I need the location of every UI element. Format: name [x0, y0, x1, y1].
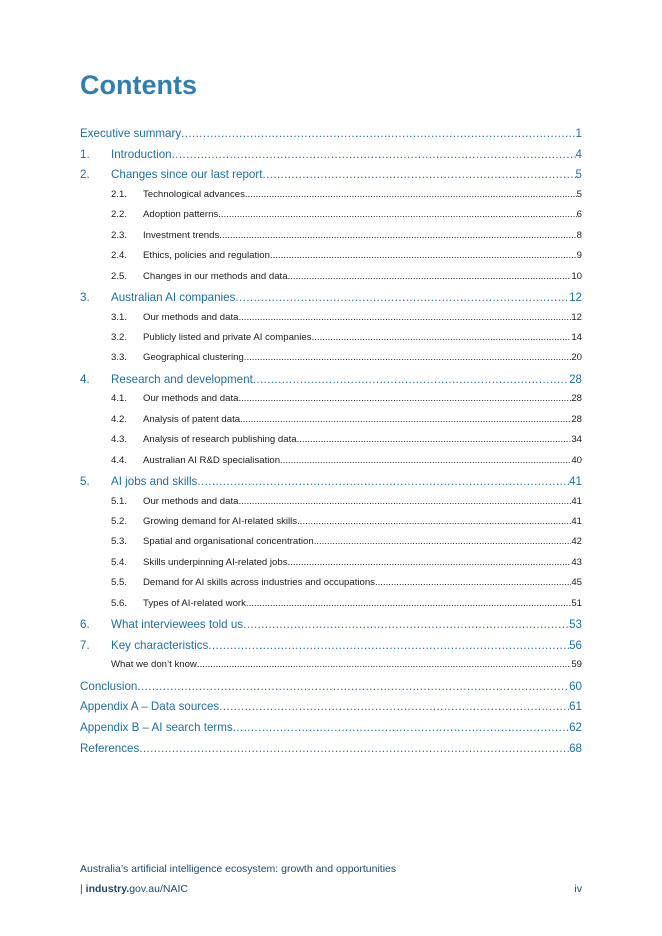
toc-entry-number: 5.3.: [111, 536, 128, 548]
dot-leader: [253, 373, 569, 386]
footer-url-domain: industry.: [85, 883, 130, 895]
toc-entry-label: Changes since our last report: [111, 168, 263, 182]
toc-entry-page: 40: [571, 454, 582, 466]
toc-entry-number: 3.3.: [111, 352, 128, 364]
toc-entry[interactable]: [80, 721, 582, 742]
dot-leader: [208, 639, 569, 652]
toc-entry-number: 4.4.: [111, 454, 128, 466]
toc-entry-label: Appendix A – Data sources: [80, 700, 220, 714]
footer-url[interactable]: [80, 883, 188, 895]
dot-leader: [197, 475, 569, 488]
toc-entry-page: 45: [571, 577, 582, 589]
dot-leader: [312, 332, 572, 343]
toc-entry[interactable]: [80, 577, 582, 597]
toc-entry-label: AI jobs and skills: [111, 474, 198, 488]
toc-entry[interactable]: [80, 516, 582, 536]
toc-entry-label: Growing demand for AI-related skills: [143, 516, 298, 528]
dot-leader: [172, 148, 576, 161]
dot-leader: [245, 189, 577, 200]
toc-entry-page: 5: [575, 168, 582, 182]
toc-entry-number: 5.1.: [111, 495, 128, 507]
toc-entry-page: 41: [571, 516, 582, 528]
toc-entry-number: 2.1.: [111, 188, 128, 200]
toc-entry-label: Analysis of research publishing data: [143, 434, 297, 446]
toc-entry-label: Skills underpinning AI-related jobs: [143, 556, 288, 568]
toc-entry-label: Demand for AI skills across industries and occupations: [143, 577, 375, 589]
toc-entry[interactable]: [80, 680, 582, 701]
dot-leader: [238, 393, 571, 404]
toc-entry-page: 20: [571, 352, 582, 364]
toc-entry-number: 4.2.: [111, 413, 128, 425]
toc-entry[interactable]: [80, 312, 582, 332]
toc-entry-label: Geographical clustering: [143, 352, 244, 364]
dot-leader: [262, 168, 575, 181]
toc-entry[interactable]: [80, 189, 582, 209]
toc-entry-page: 5: [576, 188, 582, 200]
toc-entry[interactable]: [80, 496, 582, 516]
toc-entry[interactable]: [80, 639, 582, 660]
toc-entry-label: Research and development: [111, 372, 253, 386]
toc-entry-label: Analysis of patent data: [143, 413, 241, 425]
toc-entry-page: 41: [571, 495, 582, 507]
toc-entry-page: 60: [569, 679, 582, 693]
toc-entry-page: 53: [569, 617, 582, 631]
toc-entry-label: Investment trends: [143, 229, 220, 241]
toc-entry-label: Spatial and organisational concentration: [143, 536, 314, 548]
toc-entry-page: 6: [576, 209, 582, 221]
toc-entry-page: 8: [576, 229, 582, 241]
toc-entry-page: 41: [569, 474, 582, 488]
toc-entry-number: 2.3.: [111, 229, 128, 241]
dot-leader: [297, 516, 571, 527]
toc-entry-label: Australian AI R&D specialisation: [143, 454, 281, 466]
toc-entry-page: 12: [571, 311, 582, 323]
toc-entry[interactable]: [80, 332, 582, 352]
dot-leader: [238, 496, 571, 507]
toc-entry-label: Ethics, policies and regulation: [143, 250, 270, 262]
toc-entry-number: 5.6.: [111, 597, 128, 609]
toc-entry-number: 4.: [80, 372, 90, 386]
dot-leader: [137, 680, 569, 693]
dot-leader: [280, 455, 571, 466]
toc-entry-page: 1: [575, 127, 582, 140]
toc-entry-page: 62: [569, 720, 582, 734]
toc-entry-page: 28: [569, 372, 582, 386]
dot-leader: [240, 414, 571, 425]
toc-entry-page: 42: [571, 536, 582, 548]
toc-entry-number: 2.2.: [111, 209, 128, 221]
dot-leader: [139, 742, 569, 755]
dot-leader: [197, 659, 571, 670]
toc-entry-label: Our methods and data: [143, 495, 239, 507]
toc-entry-page: 28: [571, 393, 582, 405]
dot-leader: [243, 618, 569, 631]
toc-entry-number: 5.4.: [111, 556, 128, 568]
toc-entry-label: Technological advances: [143, 188, 245, 200]
toc-entry-number: 2.4.: [111, 250, 128, 262]
footer-page-number: iv: [574, 883, 582, 895]
toc-entry-page: 28: [571, 413, 582, 425]
toc-entry[interactable]: [80, 352, 582, 372]
dot-leader: [288, 271, 572, 282]
toc-entry-page: 56: [569, 638, 582, 652]
toc-entry[interactable]: [80, 659, 582, 679]
toc-entry-label: Australian AI companies: [111, 290, 236, 304]
dot-leader: [181, 127, 575, 140]
toc-entry-number: 4.1.: [111, 393, 128, 405]
toc-entry-number: 7.: [80, 638, 90, 652]
dot-leader: [270, 250, 577, 261]
toc-entry-page: 61: [569, 700, 582, 714]
toc-entry[interactable]: [80, 209, 582, 229]
dot-leader: [218, 209, 576, 220]
footer-url-prefix: |: [80, 883, 86, 895]
toc-entry[interactable]: [80, 700, 582, 721]
toc-entry-number: 2.: [80, 168, 90, 182]
toc-entry-label: Conclusion: [80, 679, 138, 693]
dot-leader: [246, 598, 571, 609]
footer-url-path: gov.au/NAIC: [129, 883, 188, 895]
toc-entry-number: 5.5.: [111, 577, 128, 589]
dot-leader: [219, 230, 576, 241]
toc-entry[interactable]: [80, 250, 582, 270]
toc-entry-label: Key characteristics: [111, 638, 209, 652]
toc-entry-number: 3.: [80, 290, 90, 304]
toc-entry-page: 34: [571, 434, 582, 446]
toc-entry[interactable]: [80, 434, 582, 454]
toc-entry[interactable]: [80, 291, 582, 312]
toc-entry-number: 6.: [80, 617, 90, 631]
toc-entry-label: What interviewees told us: [111, 617, 244, 631]
toc-entry[interactable]: [80, 742, 582, 763]
toc-entry[interactable]: [80, 475, 582, 496]
dot-leader: [297, 434, 572, 445]
toc-entry[interactable]: [80, 393, 582, 413]
toc-entry-label: What we don’t know: [111, 659, 197, 671]
toc-entry-label: Executive summary: [80, 127, 182, 140]
toc-entry[interactable]: [80, 414, 582, 434]
toc-entry[interactable]: [80, 148, 582, 169]
toc-entry-page: 14: [571, 331, 582, 343]
toc-entry-label: References: [80, 741, 140, 755]
dot-leader: [244, 352, 572, 363]
toc-entry-label: Publicly listed and private AI companies: [143, 331, 312, 343]
toc-entry[interactable]: [80, 536, 582, 556]
toc-entry-label: Our methods and data: [143, 393, 239, 405]
toc-entry-page: 68: [569, 741, 582, 755]
toc-entry[interactable]: [80, 230, 582, 250]
toc-entry-page: 43: [571, 556, 582, 568]
toc-entry-page: 51: [571, 597, 582, 609]
toc-entry-number: 2.5.: [111, 270, 128, 282]
dot-leader: [314, 536, 572, 547]
toc-entry-label: Appendix B – AI search terms: [80, 720, 233, 734]
toc-entry-label: Changes in our methods and data: [143, 270, 288, 282]
toc-entry-label: Types of AI-related work: [143, 597, 246, 609]
footer-document-title: Australia’s artificial intelligence ecosystem: growth and opportunities: [80, 863, 397, 875]
toc-entry[interactable]: [80, 618, 582, 639]
table-of-contents: [80, 127, 582, 762]
dot-leader: [219, 700, 569, 713]
page-title: Contents: [80, 70, 197, 100]
toc-entry-number: 5.: [80, 474, 90, 488]
dot-leader: [238, 312, 571, 323]
dot-leader: [233, 721, 569, 734]
dot-leader: [375, 577, 571, 588]
toc-entry-page: 9: [576, 250, 582, 262]
toc-entry-number: 3.2.: [111, 331, 128, 343]
toc-entry-page: 10: [571, 270, 582, 282]
dot-leader: [235, 291, 569, 304]
toc-entry-number: 5.2.: [111, 516, 128, 528]
toc-entry[interactable]: [80, 168, 582, 189]
toc-entry-label: Introduction: [111, 147, 172, 161]
toc-entry[interactable]: [80, 455, 582, 475]
toc-entry-page: 12: [569, 290, 582, 304]
toc-entry[interactable]: [80, 598, 582, 618]
toc-entry-page: 59: [571, 659, 582, 671]
toc-entry[interactable]: [80, 557, 582, 577]
toc-entry-label: Our methods and data: [143, 311, 239, 323]
toc-entry[interactable]: [80, 127, 582, 148]
toc-entry[interactable]: [80, 373, 582, 394]
toc-entry[interactable]: [80, 271, 582, 291]
toc-entry-label: Adoption patterns: [143, 209, 219, 221]
toc-entry-number: 1.: [80, 147, 90, 161]
toc-entry-page: 4: [575, 147, 582, 161]
toc-entry-number: 4.3.: [111, 434, 128, 446]
toc-entry-number: 3.1.: [111, 311, 128, 323]
dot-leader: [288, 557, 572, 568]
